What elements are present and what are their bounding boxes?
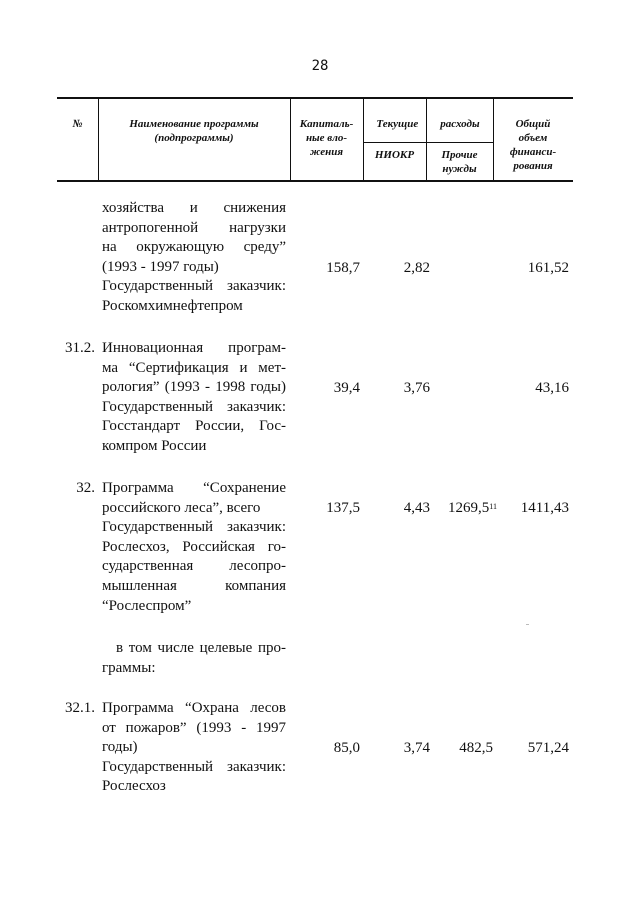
row-text-line: сударственная лесопро-: [102, 558, 286, 575]
row-text-line: Программа “Охрана лесов: [102, 700, 286, 716]
footnote-marker: 11: [489, 502, 497, 511]
header-divider: [363, 99, 364, 180]
row-text-line: мышленная компания: [102, 577, 286, 594]
row-number: 32.: [76, 480, 95, 496]
niokr-value: 3,76: [403, 380, 430, 396]
header-capital-line: жения: [309, 146, 344, 158]
header-other-line: нужды: [442, 163, 477, 175]
header-total: [493, 117, 573, 173]
scan-speck: [526, 624, 529, 625]
total-value: 43,16: [535, 380, 569, 396]
header-total-line: Общий: [515, 118, 551, 130]
capital-value: 158,7: [326, 260, 360, 276]
header-total-line: финанси-: [509, 146, 557, 158]
row-number: 32.1.: [65, 700, 95, 716]
row-number: 31.2.: [65, 340, 95, 356]
total-value: 1411,43: [520, 500, 569, 516]
row-text-line: в том числе целевые про-: [116, 640, 286, 656]
niokr-value: 3,74: [403, 740, 430, 756]
header-current-word: расходы: [440, 118, 480, 130]
row-text-line: Рослесхоз: [102, 778, 166, 795]
niokr-value: 2,82: [403, 260, 430, 276]
row-description: [102, 479, 286, 616]
header-other-line: Прочие: [441, 149, 478, 161]
header-subdivider: [363, 142, 493, 143]
total-value: 161,52: [527, 260, 569, 276]
row-description: [102, 339, 286, 457]
other-value: 482,5: [459, 740, 493, 756]
row-description: [102, 639, 286, 678]
table-header: [57, 97, 573, 182]
header-capital: [290, 117, 363, 159]
row-text-line: рология” (1993 - 1998 годы): [102, 379, 286, 396]
header-capital-line: ные вло-: [305, 132, 348, 144]
row-text-line: Государственный заказчик:: [102, 519, 286, 536]
total-value: 571,24: [527, 740, 569, 756]
row-text-line: российского леса”, всего: [102, 499, 261, 516]
header-name: [98, 117, 290, 145]
other-value-number: 1269,5: [448, 500, 490, 516]
niokr-value: 4,43: [403, 500, 430, 516]
row-text-line: Государственный заказчик:: [102, 758, 286, 775]
header-current: [363, 117, 493, 131]
header-current-word: Текущие: [376, 118, 419, 130]
row-text-line: Роскомхимнефтепром: [102, 297, 243, 314]
row-text-line: “Рослеспром”: [102, 597, 192, 614]
row-text-line: антропогенной нагрузки: [102, 219, 286, 236]
row-text-line: от пожаров” (1993 - 1997: [102, 719, 286, 736]
other-value: [448, 499, 497, 519]
row-text-line: (1993 - 1997 годы): [102, 258, 219, 275]
row-text-line: граммы:: [102, 659, 156, 676]
capital-value: 137,5: [326, 500, 360, 516]
row-text-line: компром России: [102, 437, 207, 454]
row-text-line: Инновационная програм-: [102, 340, 286, 356]
row-text-line: Рослесхоз, Российская го-: [102, 538, 286, 555]
row-text-line: годы): [102, 739, 138, 756]
capital-value: 39,4: [333, 380, 360, 396]
row-description: [102, 199, 286, 317]
row-text-line: Государственный заказчик:: [102, 398, 286, 415]
row-text-line: Государственный заказчик:: [102, 278, 286, 295]
row-text-line: ма “Сертификация и мет-: [102, 359, 286, 376]
header-num: №: [72, 118, 83, 130]
header-capital-line: Капиталь-: [299, 118, 354, 130]
row-text-line: хозяйства и снижения: [102, 200, 286, 216]
header-niokr: НИОКР: [374, 149, 415, 161]
row-text-line: на окружающую среду”: [102, 239, 286, 256]
header-total-line: рования: [513, 160, 553, 172]
page-number: 28: [311, 58, 329, 74]
capital-value: 85,0: [333, 740, 360, 756]
header-name-line: (подпрограммы): [154, 132, 234, 144]
row-text-line: Программа “Сохранение: [102, 480, 286, 496]
header-total-line: объем: [518, 132, 548, 144]
header-other: [426, 148, 493, 176]
row-description: [102, 699, 286, 797]
header-name-line: Наименование программы: [129, 118, 259, 130]
row-text-line: Госстандарт России, Гос-: [102, 418, 286, 435]
